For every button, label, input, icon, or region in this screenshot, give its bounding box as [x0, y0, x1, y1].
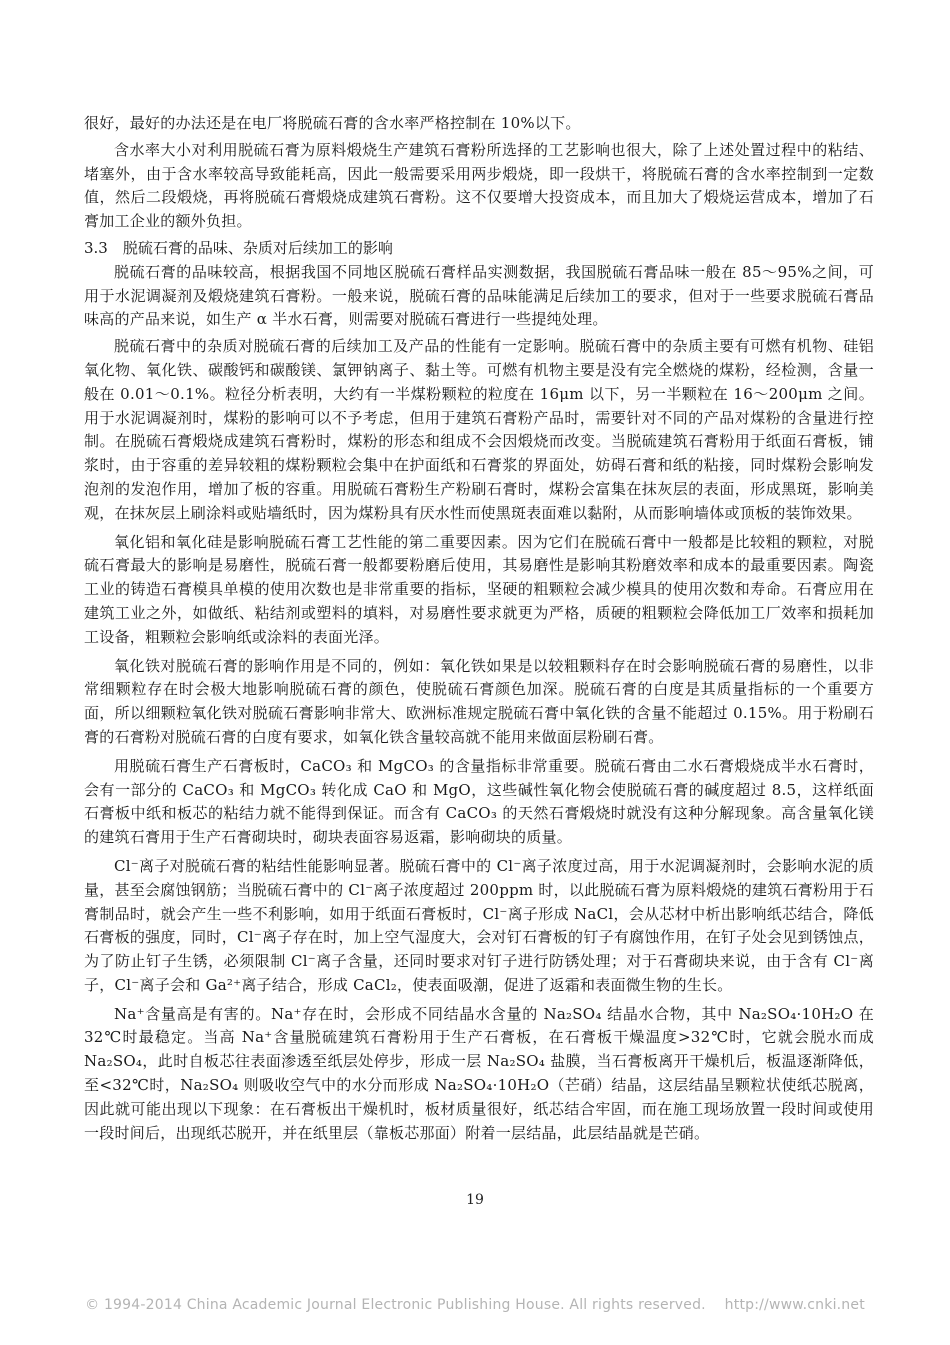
paragraph-sodium: Na⁺含量高是有害的。Na⁺存在时，会形成不同结晶水含量的 Na₂SO₄ 结晶水合物，其中 Na₂SO₄·10H₂O 在 32℃时最稳定。当高 Na⁺含量脱硫建筑石膏粉用于生产石膏板，在石膏板干燥温度>32℃时，它就会脱水而成 Na₂SO₄，此时自板芯往表面渗透至纸层处停步，形成一层 Na₂SO₄ 盐膜，当石膏板离开干燥机后，板温逐渐降低，至<32℃时，Na₂SO₄ 则吸收空气中的水分而形成 Na₂SO₄·10H₂O（芒硝）结晶，这层结晶呈颗粒状使纸芯脱离，因此就可能出现以下现象：在石膏板出干燥机时，板材质量很好，纸芯结合牢固，而在施工现场放置一段时间或使用一段时间后，出现纸芯脱开，并在纸里层（靠板芯那面）附着一层结晶，此层结晶就是芒硝。 — [84, 1004, 874, 1142]
paragraph-purity: 脱硫石膏的品味较高，根据我国不同地区脱硫石膏样品实测数据，我国脱硫石膏品味一般在 85～95%之间，可用于水泥调凝剂及煅烧建筑石膏粉。一般来说，脱硫石膏的品味能满足后续加工的要求，但对于一些要求脱硫石膏品味高的产品来说，如生产 α 半水石膏，则需要对脱硫石膏进行一些提纯处理。 — [84, 262, 874, 329]
article-body — [84, 112, 874, 1148]
paragraph-moisture-process: 含水率大小对利用脱硫石膏为原料煅烧生产建筑石膏粉所选择的工艺影响也很大，除了上述处置过程中的粘结、堵塞外，由于含水率较高导致能耗高，因此一般需要采用两步煅烧，即一段烘干，将脱硫石膏的含水率控制到一定数值，然后二段煅烧，再将脱硫石膏煅烧成建筑石膏粉。这不仅要增大投资成本，而且加大了煅烧运营成本，增加了石膏加工企业的额外负担。 — [84, 140, 874, 231]
paragraph-alumina-silica: 氧化铝和氧化硅是影响脱硫石膏工艺性能的第二重要因素。因为它们在脱硫石膏中一般都是比较粗的颗粒，对脱硫石膏最大的影响是易磨性，脱硫石膏一般都要粉磨后使用，其易磨性是影响其粉磨效率和成本的最重要因素。陶瓷工业的铸造石膏模具单模的使用次数也是非常重要的指标，坚硬的粗颗粒会减少模具的使用次数和寿命。石膏应用在建筑工业之外，如做纸、粘结剂或塑料的填料，对易磨性要求就更为严格，质硬的粗颗粒会降低加工厂效率和损耗加工设备，粗颗粒会影响纸或涂料的表面光泽。 — [84, 532, 874, 646]
paragraph-chloride: Cl⁻离子对脱硫石膏的粘结性能影响显著。脱硫石膏中的 Cl⁻离子浓度过高，用于水泥调凝剂时，会影响水泥的质量，甚至会腐蚀钢筋；当脱硫石膏中的 Cl⁻离子浓度超过 200ppm 时，以此脱硫石膏为原料煅烧的建筑石膏粉用于石膏制品时，就会产生一些不利影响，如用于纸面石膏板时，Cl⁻离子形成 NaCl，会从芯材中析出影响纸芯结合，降低石膏板的强度，同时，Cl⁻离子存在时，加上空气湿度大，会对钉石膏板的钉子有腐蚀作用，在钉子处会见到锈蚀点，为了防止钉子生锈，必须限制 Cl⁻离子含量，还同时要求对钉子进行防锈处理；对于石膏砌块来说，由于含有 Cl⁻离子，Cl⁻离子会和 Ga²⁺离子结合，形成 CaCl₂，使表面吸潮，促进了返霜和表面微生物的生长。 — [84, 856, 874, 994]
page-number: 19 — [466, 1192, 484, 1208]
paragraph-continuation: 很好，最好的办法还是在电厂将脱硫石膏的含水率严格控制在 10%以下。 — [84, 114, 581, 132]
paragraph-impurities-coal: 脱硫石膏中的杂质对脱硫石膏的后续加工及产品的性能有一定影响。脱硫石膏中的杂质主要有可燃有机物、硅铝氧化物、氧化铁、碳酸钙和碳酸镁、氯钾钠离子、黏土等。可燃有机物主要是没有完全燃烧的煤粉，经检测，含量一般在 0.01～0.1%。粒径分析表明，大约有一半煤粉颗粒的粒度在 16μm 以下，另一半颗粒在 16～200μm 之间。用于水泥调凝剂时，煤粉的影响可以不予考虑，但用于建筑石膏粉产品时，需要针对不同的产品对煤粉的含量进行控制。在脱硫石膏煅烧成建筑石膏粉时，煤粉的形态和组成不会因煅烧而改变。当脱硫建筑石膏粉用于纸面石膏板，铺浆时，由于容重的差异较粗的煤粉颗粒会集中在护面纸和石膏浆的界面处，妨碍石膏和纸的粘接，同时煤粉会影响发泡剂的发泡作用，增加了板的容重。用脱硫石膏粉生产粉刷石膏时，煤粉会富集在抹灰层的表面，形成黑斑，影响美观，在抹灰层上刷涂料或贴墙纸时，因为煤粉具有厌水性而使黑斑表面难以黏附，从而影响墙体或顶板的装饰效果。 — [84, 337, 874, 522]
copyright-footer: © 1994-2014 China Academic Journal Electronic Publishing House. All rights reserved. http://www.cnki.net — [85, 1297, 865, 1313]
paragraph-iron-oxide: 氧化铁对脱硫石膏的影响作用是不同的，例如：氧化铁如果是以较粗颗料存在时会影响脱硫石膏的易磨性，以非常细颗粒存在时会极大地影响脱硫石膏的颜色，使脱硫石膏颜色加深。脱硫石膏的白度是其质量指标的一个重要方面，所以细颗粒氧化铁对脱硫石膏影响非常大、欧洲标准规定脱硫石膏中氧化铁的含量不能超过 0.15%。用于粉刷石膏的石膏粉对脱硫石膏的白度有要求，如氧化铁含量较高就不能用来做面层粉刷石膏。 — [84, 656, 874, 746]
paragraph-carbonates: 用脱硫石膏生产石膏板时，CaCO₃ 和 MgCO₃ 的含量指标非常重要。脱硫石膏由二水石膏煅烧成半水石膏时，会有一部分的 CaCO₃ 和 MgCO₃ 转化成 CaO 和 MgO，这些碱性氧化物会使脱硫石膏的碱度超过 8.5，这样纸面石膏板中纸和板芯的粘结力就不能得到保证。而含有 CaCO₃ 的天然石膏煅烧时就没有这种分解现象。高含量氧化镁的建筑石膏用于生产石膏砌块时，砌块表面容易返霜，影响砌块的质量。 — [84, 756, 874, 847]
section-heading-3-3: 3.3 脱硫石膏的品味、杂质对后续加工的影响 — [84, 238, 393, 257]
